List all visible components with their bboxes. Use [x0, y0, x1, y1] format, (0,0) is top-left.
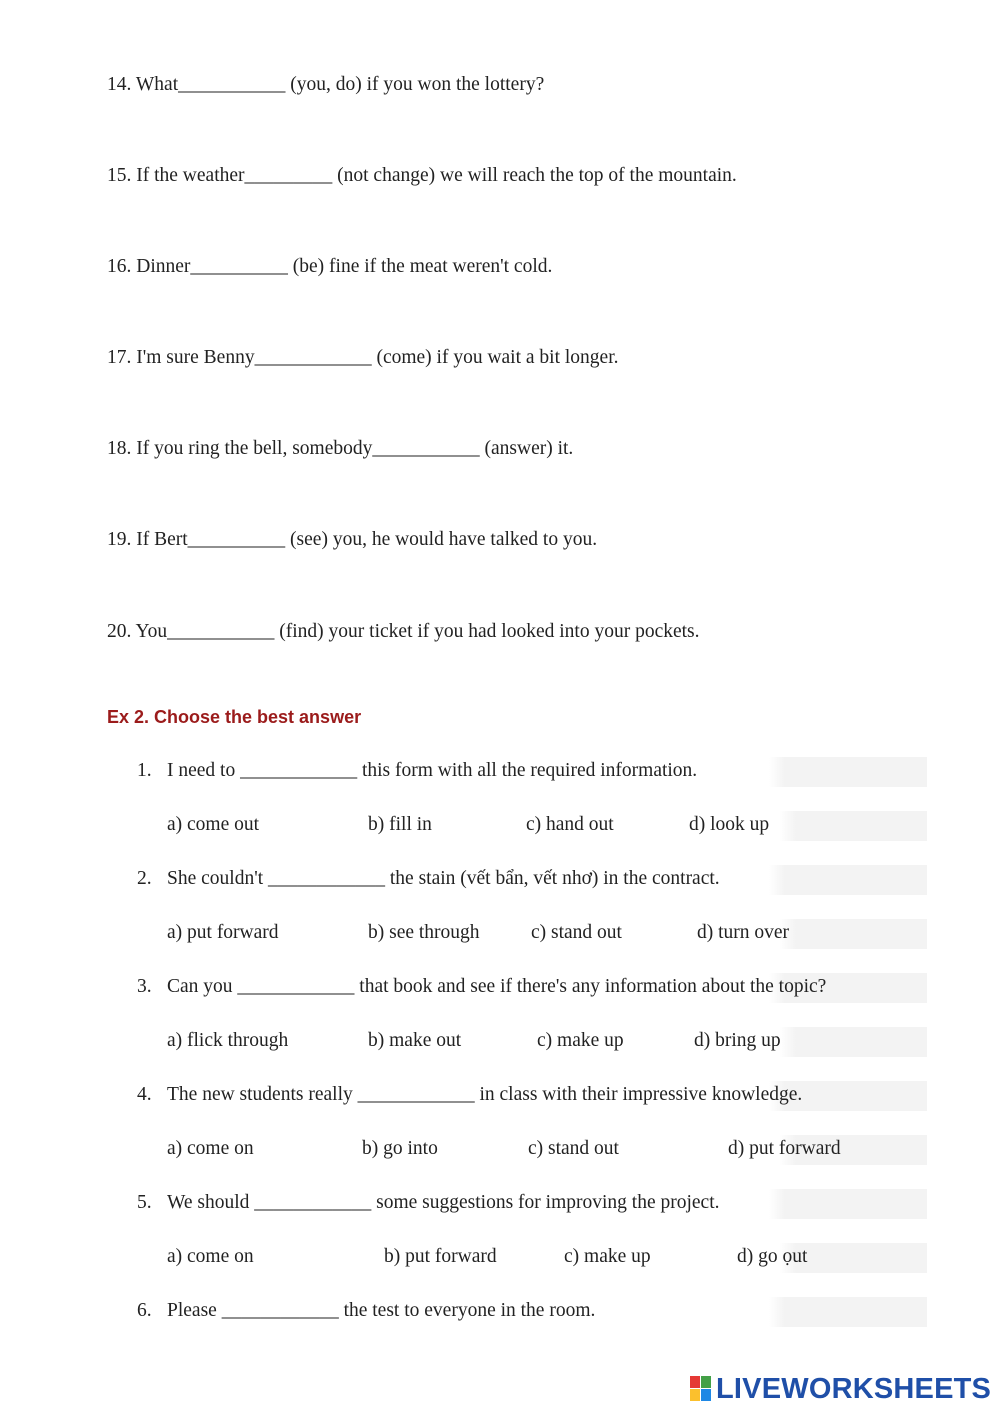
question-text: The new students really ____________ in class with their impressive knowledge.: [167, 1084, 803, 1105]
option-b[interactable]: b) make out: [368, 1030, 462, 1051]
question-text: Can you ____________ that book and see if there's any information about the topic?: [167, 976, 827, 997]
exercise-item-17: 17. I'm sure Benny____________ (come) if you wait a bit longer.: [107, 347, 619, 368]
logo-text: LIVEWORKSHEETS: [716, 1373, 992, 1405]
option-b[interactable]: b) fill in: [368, 814, 432, 835]
option-c[interactable]: c) hand out: [526, 814, 614, 835]
question-number: 6.: [137, 1300, 152, 1321]
option-d[interactable]: d) look up: [689, 814, 770, 835]
option-b[interactable]: b) see through: [368, 922, 480, 943]
liveworksheets-logo: [690, 1372, 990, 1406]
option-d[interactable]: d) turn over: [697, 922, 790, 943]
question-number: 4.: [137, 1084, 152, 1105]
option-c[interactable]: c) stand out: [531, 922, 622, 943]
option-a[interactable]: a) flick through: [167, 1030, 289, 1051]
question-number: 5.: [137, 1192, 152, 1213]
logo-mark-icon: [690, 1376, 712, 1402]
exercise-2-title: Ex 2. Choose the best answer: [107, 707, 362, 727]
option-d[interactable]: d) put forward: [728, 1138, 841, 1159]
option-a[interactable]: a) put forward: [167, 922, 279, 943]
question-number: 1.: [137, 760, 152, 781]
question-number: 2.: [137, 868, 152, 889]
option-c[interactable]: c) make up: [537, 1030, 624, 1051]
option-d[interactable]: d) bring up: [694, 1030, 781, 1051]
question-text: We should ____________ some suggestions for improving the project.: [167, 1192, 720, 1213]
exercise-item-16: 16. Dinner__________ (be) fine if the meat weren't cold.: [107, 256, 553, 277]
option-c[interactable]: c) stand out: [528, 1138, 619, 1159]
option-d[interactable]: d) go ọut: [737, 1246, 808, 1267]
exercise-item-14: 14. What___________ (you, do) if you won the lottery?: [107, 74, 545, 95]
option-b[interactable]: b) go into: [362, 1138, 438, 1159]
exercise-item-18: 18. If you ring the bell, somebody___________ (answer) it.: [107, 438, 574, 459]
exercise-item-15: 15. If the weather_________ (not change) we will reach the top of the mountain.: [107, 165, 737, 186]
exercise-item-20: 20. You___________ (find) your ticket if you had looked into your pockets.: [107, 621, 700, 642]
option-a[interactable]: a) come on: [167, 1138, 254, 1159]
question-text: She couldn't ____________ the stain (vết bẩn, vết nhơ) in the contract.: [167, 868, 720, 889]
option-a[interactable]: a) come out: [167, 814, 260, 835]
exercise-item-19: 19. If Bert__________ (see) you, he would have talked to you.: [107, 529, 598, 550]
question-text: I need to ____________ this form with all the required information.: [167, 760, 698, 781]
option-b[interactable]: b) put forward: [384, 1246, 497, 1267]
question-number: 3.: [137, 976, 152, 997]
option-a[interactable]: a) come on: [167, 1246, 254, 1267]
option-c[interactable]: c) make up: [564, 1246, 651, 1267]
question-text: Please ____________ the test to everyone in the room.: [167, 1300, 596, 1321]
